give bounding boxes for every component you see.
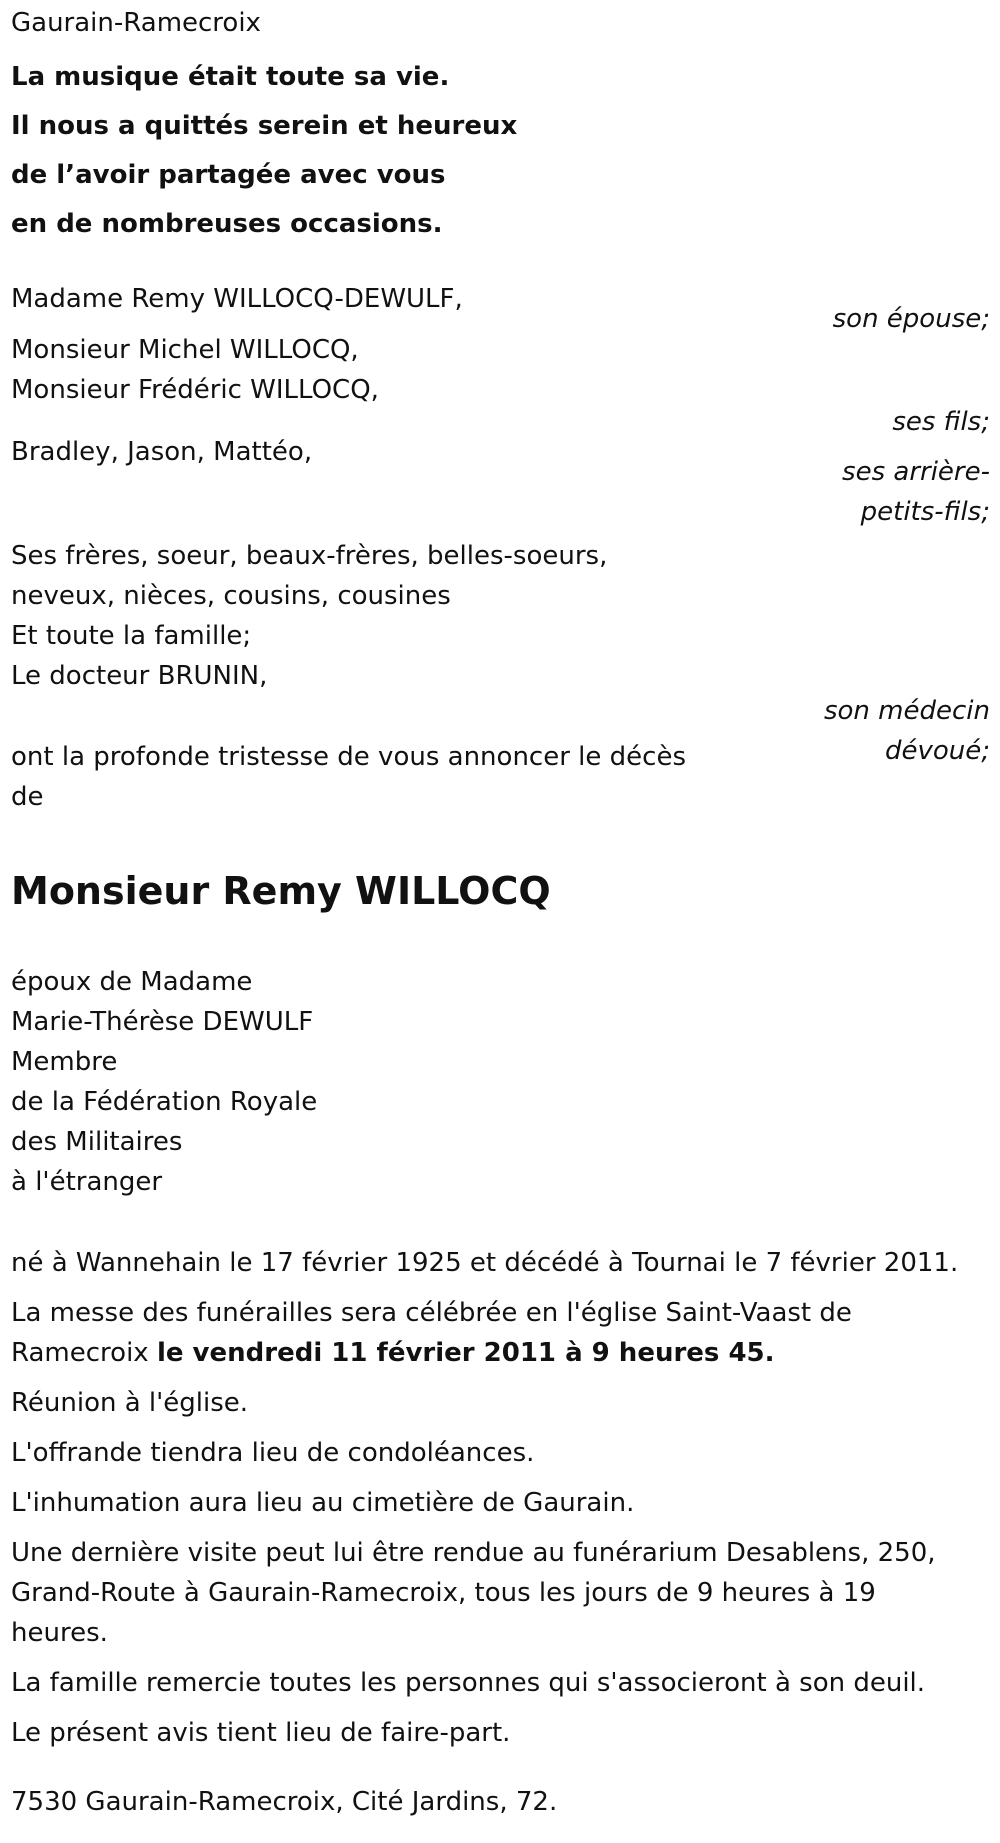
other-relatives	[11, 536, 607, 696]
bio-line: de la Fédération Royale	[11, 1087, 318, 1117]
bio-line: Membre	[11, 1047, 118, 1077]
thanks-line: La famille remercie toutes les personnes qui s'associeront à son deuil.	[11, 1668, 926, 1698]
quote-line: de l’avoir partagée avec vous	[11, 160, 446, 190]
sons-role: ses fils;	[892, 407, 990, 437]
mass-date: le vendredi 11 février 2011 à 9 heures 45.	[156, 1338, 775, 1368]
bio-line: des Militaires	[11, 1127, 183, 1157]
reunion-line: Réunion à l'église.	[11, 1388, 249, 1418]
deceased-bio	[11, 962, 317, 1202]
epitaph-quote	[11, 53, 517, 249]
notice-line: Le présent avis tient lieu de faire-part.	[11, 1718, 511, 1748]
relatives-line: neveux, nièces, cousins, cousines	[11, 581, 451, 611]
quote-line: La musique était toute sa vie.	[11, 62, 450, 92]
spouse-name: Madame Remy WILLOCQ-DEWULF,	[11, 284, 463, 314]
relatives-line: Et toute la famille;	[11, 621, 252, 651]
quote-line: Il nous a quittés serein et heureux	[11, 111, 518, 141]
quote-line: en de nombreuses occasions.	[11, 209, 443, 239]
role-line: dévoué;	[884, 736, 990, 766]
announcement-line: ont la profonde tristesse de vous annoncer le décès	[11, 742, 686, 772]
relatives-line: Ses frères, soeur, beaux-frères, belles-soeurs,	[11, 541, 608, 571]
burial-line: L'inhumation aura lieu au cimetière de Gaurain.	[11, 1488, 635, 1518]
birth-death-line: né à Wannehain le 17 février 1925 et décédé à Tournai le 7 février 2011.	[11, 1248, 959, 1278]
son-name: Monsieur Frédéric WILLOCQ,	[11, 375, 379, 405]
bio-line: à l'étranger	[11, 1167, 163, 1197]
announcement	[11, 737, 686, 817]
great-grandsons-role	[842, 452, 990, 532]
announcement-line: de	[11, 782, 44, 812]
sons-list	[11, 330, 379, 410]
deceased-name: Monsieur Remy WILLOCQ	[11, 869, 551, 913]
family-address: 7530 Gaurain-Ramecroix, Cité Jardins, 72.	[11, 1787, 558, 1817]
mass-text: La messe des funérailles sera célébrée en l'église Saint-Vaast de Ramecroix	[11, 1298, 852, 1368]
spouse-role: son épouse;	[832, 304, 990, 334]
mass-paragraph	[11, 1293, 971, 1373]
role-line: ses arrière-	[842, 457, 990, 487]
offering-line: L'offrande tiendra lieu de condoléances.	[11, 1438, 535, 1468]
visit-paragraph: Une dernière visite peut lui être rendue au funérarium Desablens, 250, Grand-Route à Gaurain-Ramecroix, tous les jours de 9 heures à 19 heures.	[11, 1538, 936, 1648]
role-line: son médecin	[823, 696, 990, 726]
bio-line: époux de Madame	[11, 967, 253, 997]
son-name: Monsieur Michel WILLOCQ,	[11, 335, 359, 365]
funeral-details	[11, 1243, 971, 1763]
relatives-line: Le docteur BRUNIN,	[11, 661, 268, 691]
bio-line: Marie-Thérèse DEWULF	[11, 1007, 314, 1037]
great-grandsons-names: Bradley, Jason, Mattéo,	[11, 437, 313, 467]
header-town: Gaurain-Ramecroix	[11, 8, 261, 38]
role-line: petits-fils;	[860, 497, 990, 527]
doctor-role	[824, 691, 990, 771]
